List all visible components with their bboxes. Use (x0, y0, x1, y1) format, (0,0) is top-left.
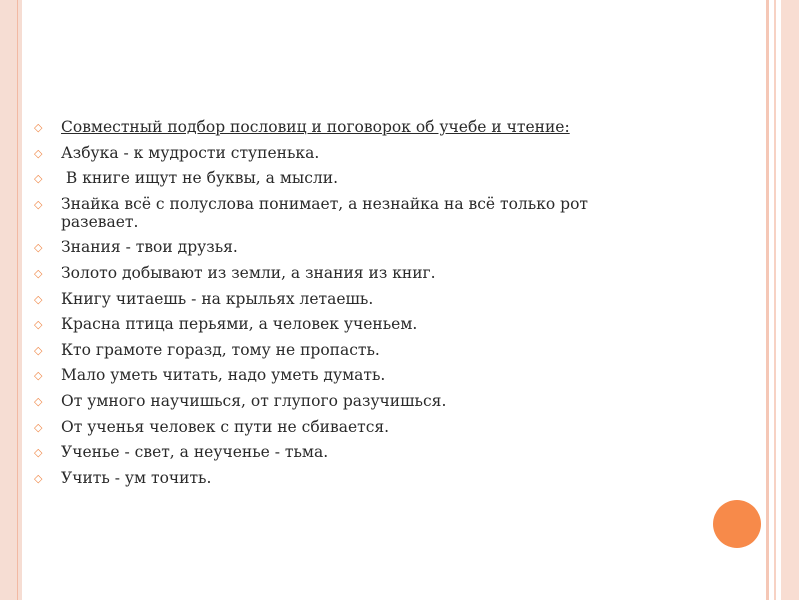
list-item (34, 341, 654, 359)
left-border-decoration (0, 0, 22, 600)
list-item (34, 443, 654, 461)
decorative-circle (713, 500, 761, 548)
list-item (34, 418, 654, 436)
list-item-heading (34, 118, 654, 136)
right-border-line (766, 0, 769, 600)
list-item-text: Кто грамоте горазд, тому не пропасть. (61, 340, 380, 359)
list-item-text: Ученье - свет, а неученье - тьма. (61, 443, 329, 462)
diamond-outline-icon: ◇ (34, 394, 43, 408)
diamond-outline-icon: ◇ (34, 446, 43, 460)
diamond-outline-icon: ◇ (34, 343, 43, 357)
list-item (34, 264, 654, 282)
list-item-text: Учить - ум точить. (61, 468, 212, 487)
diamond-outline-icon: ◇ (34, 146, 43, 160)
list-item-text: Книгу читаешь - на крыльях летаешь. (61, 289, 374, 308)
list-item-text: От умного научишься, от глупого разучишься. (61, 391, 447, 410)
list-item (34, 366, 654, 384)
list-item-text: От ученья человек с пути не сбивается. (61, 417, 390, 436)
diamond-outline-icon: ◇ (34, 121, 43, 134)
diamond-outline-icon: ◇ (34, 241, 43, 255)
bullet-list (34, 118, 654, 487)
list-item-text: Мало уметь читать, надо уметь думать. (61, 366, 386, 385)
list-item-text: Совместный подбор пословиц и поговорок об учебе и чтение: (61, 118, 570, 136)
list-item (34, 315, 654, 333)
list-item-text: В книге ищут не буквы, а мысли. (61, 169, 339, 188)
diamond-outline-icon: ◇ (34, 197, 43, 211)
diamond-outline-icon: ◇ (34, 292, 43, 306)
list-item (34, 290, 654, 308)
list-item-text: Золото добывают из земли, а знания из книг. (61, 263, 436, 282)
diamond-outline-icon: ◇ (34, 318, 43, 332)
list-item (34, 238, 654, 256)
list-item (34, 469, 654, 487)
diamond-outline-icon: ◇ (34, 172, 43, 186)
list-item (34, 392, 654, 410)
list-item (34, 195, 654, 231)
slide-content (34, 118, 654, 494)
list-item (34, 144, 654, 162)
list-item-text: Знания - твои друзья. (61, 238, 238, 257)
right-border-line (774, 0, 776, 600)
list-item-text: Красна птица перьями, а человек ученьем. (61, 315, 418, 334)
diamond-outline-icon: ◇ (34, 369, 43, 383)
list-item-text: Азбука - к мудрости ступенька. (61, 143, 320, 162)
diamond-outline-icon: ◇ (34, 471, 43, 485)
list-item-text: Знайка всё с полуслова понимает, а незнайка на всё только рот разевает. (61, 194, 588, 231)
diamond-outline-icon: ◇ (34, 420, 43, 434)
list-item (34, 169, 654, 187)
diamond-outline-icon: ◇ (34, 266, 43, 280)
right-border-stripe (781, 0, 799, 600)
